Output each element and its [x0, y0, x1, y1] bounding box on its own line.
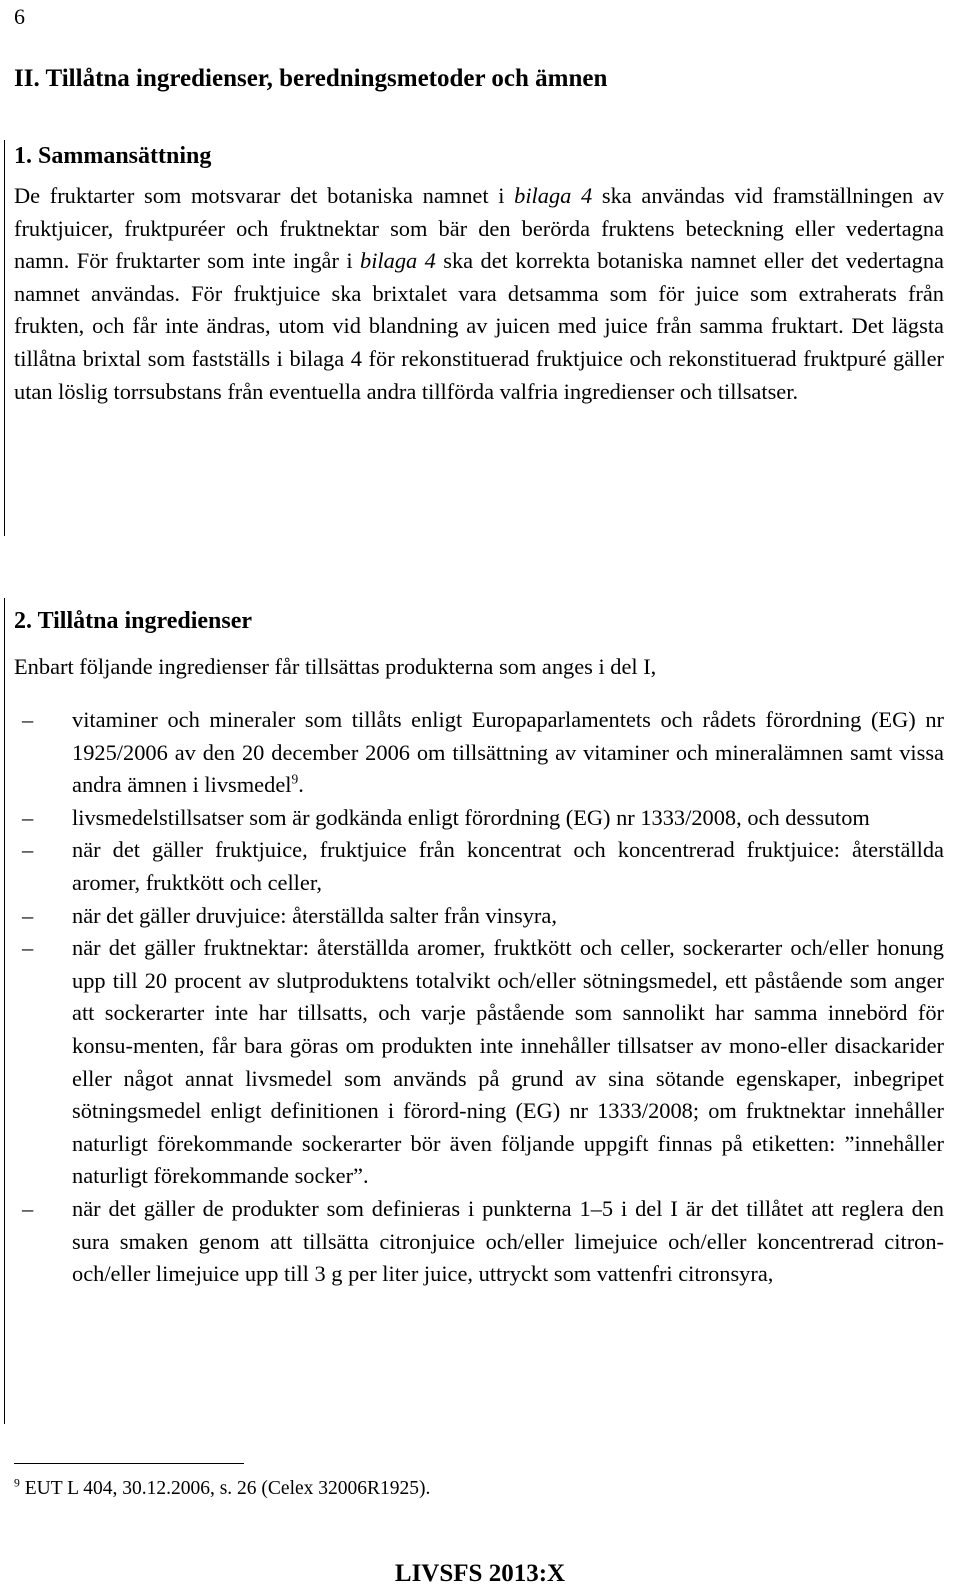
list-item-text: livsmedelstillsatser som är godkända enligt förordning (EG) nr 1333/2008, och dessutom: [72, 804, 870, 830]
dash-bullet: –: [22, 1195, 34, 1221]
list-item: [14, 900, 944, 933]
list-item-text: när det gäller de produkter som definieras i punkterna 1–5 i del I är det tillåtet att reglera den sura smaken genom att tillsätta citronjuice och/eller limejuice och/eller koncentrerad citron- och/eller limejuice upp till 3 g per liter juice, uttryckt som vattenfri citronsyra,: [72, 1195, 944, 1287]
composition-text-part-a: De fruktarter som motsvarar det botaniska namnet i: [14, 183, 515, 208]
dash-bullet: –: [22, 935, 34, 961]
ingredients-intro: Enbart följande ingredienser får tillsättas produkterna som anges i del I,: [14, 654, 657, 679]
section-composition: [14, 140, 944, 408]
list-item: [14, 802, 944, 835]
section-permitted-ingredients: [14, 605, 944, 684]
composition-paragraph: [14, 180, 944, 408]
dash-bullet: –: [22, 804, 34, 830]
page-number: 6: [14, 4, 25, 29]
list-item: [14, 704, 944, 802]
list-item-text-end: .: [298, 772, 304, 798]
chapter-title: II. Tillåtna ingredienser, beredningsmetoder och ämnen: [14, 65, 608, 92]
annex-reference: bilaga 4: [360, 248, 436, 274]
footnote-mark: 9: [14, 1476, 20, 1490]
list-item: [14, 834, 944, 899]
change-bar-section-1: [4, 140, 5, 536]
list-item-text: när det gäller fruktjuice, fruktjuice från koncentrat och koncentrerad fruktjuice: återställda aromer, fruktkött och celler,: [72, 837, 944, 895]
footnote: [14, 1476, 430, 1502]
list-item-text: vitaminer och mineraler som tillåts enligt Europaparlamentets och rådets förordning (EG) nr 1925/2006 av den 20 december 2006 om tillsättning av vitaminer och mineralämnen samt vissa andra ämnen i livsmedel: [72, 707, 944, 798]
annex-reference: bilaga 4: [514, 183, 593, 208]
dash-bullet: –: [22, 707, 34, 732]
ingredient-list: [14, 704, 944, 1291]
section-heading-permitted-ingredients: 2. Tillåtna ingredienser: [14, 608, 253, 634]
dash-bullet: –: [22, 902, 34, 928]
list-item: [14, 1193, 944, 1291]
document-identifier: LIVSFS 2013:X: [394, 1560, 566, 1587]
dash-bullet: –: [22, 837, 34, 863]
footnote-text: EUT L 404, 30.12.2006, s. 26 (Celex 32006R1925).: [19, 1478, 431, 1499]
list-item-text: när det gäller fruktnektar: återställda aromer, fruktkött och celler, sockerarter och/eller honung upp till 20 procent av slutproduktens totalvikt och/eller sötningsmedel, ett påstående som anger att sockerarter inte har tillsatts, och varje påstående som sannolikt har samma innebörd för konsu-menten, får bara göras om produkten inte innehåller tillsatser av mono-eller disackarider eller något annat livsmedel som används på grund av sina sötande egenskaper, inbegripet sötningsmedel enligt definitionen i förord-ning (EG) nr 1333/2008; om fruktnektar innehåller naturligt förekommande sockerarter bör även följande uppgift finnas på etiketten: ”innehåller naturligt förekommande socker”.: [72, 935, 944, 1189]
section-heading-composition: 1. Sammansättning: [14, 143, 212, 169]
footnote-separator: [14, 1463, 244, 1464]
footnote-reference[interactable]: 9: [291, 771, 299, 787]
composition-text-part-e: ska det korrekta botaniska namnet eller det vedertagna namnet användas. För fruktjuice ska brixtalet vara detsamma som för juice som extraherats från frukten, och får inte ändras, utom vid blandning av juicen med juice från samma fruktart. Det lägsta tillåtna brixtal som fastställs i bilaga 4 för rekonstituerad fruktjuice och rekonstituerad fruktpuré gäller utan löslig torrsubstans från eventuella andra tillförda valfria ingredienser och tillsatser.: [14, 248, 944, 404]
list-item-text: när det gäller druvjuice: återställda salter från vinsyra,: [72, 902, 557, 928]
list-item: [14, 932, 944, 1193]
composition-text-part-c: ska användas vid framställningen av fruktjuicer, fruktpuréer och fruktnektar som bär den berörda fruktens beteckning eller vedertagna namn. För fruktarter som inte ingår i: [14, 183, 944, 274]
change-bar-section-2: [4, 598, 5, 1424]
